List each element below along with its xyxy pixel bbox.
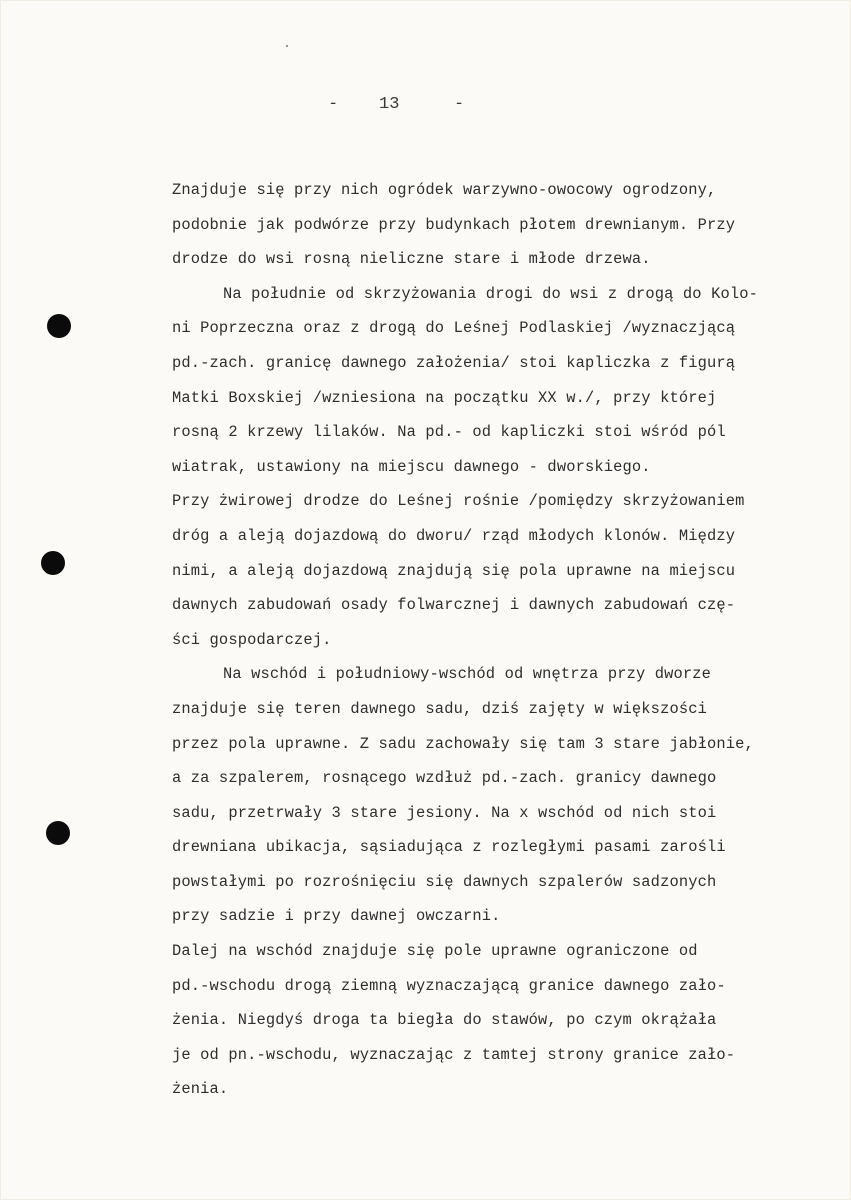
text-line: przy sadzie i przy dawnej owczarni. [172,907,501,926]
text-line: rosną 2 krzewy lilaków. Na pd.- od kapliczki stoi wśród pól [172,423,726,442]
page-header [1,95,851,123]
text-line: drodze do wsi rosną nieliczne stare i młode drzewa. [172,250,651,269]
text-line: przez pola uprawne. Z sadu zachowały się tam 3 stare jabłonie, [172,734,754,753]
text-line: je od pn.-wschodu, wyznaczając z tamtej strony granice zało- [172,1045,736,1064]
text-line: wiatrak, ustawiony na miejscu dawnego - dworskiego. [172,457,651,476]
punch-hole-top [47,314,71,338]
text-line: pd.-zach. granicę dawnego założenia/ stoi kapliczka z figurą [172,353,736,372]
text-line: sadu, przetrwały 3 stare jesiony. Na x wschód od nich stoi [172,803,717,822]
text-line: Matki Boxskiej /wzniesiona na początku XX w./, przy której [172,388,717,407]
header-dash-right: - [454,95,465,114]
text-line: znajduje się teren dawnego sadu, dziś zajęty w większości [172,699,707,718]
text-line: żenia. [172,1080,229,1099]
text-line: a za szpalerem, rosnącego wzdłuż pd.-zach. granicy dawnego [172,769,717,788]
text-line: Przy żwirowej drodze do Leśnej rośnie /pomiędzy skrzyżowaniem [172,492,745,511]
text-line: ni Poprzeczna oraz z drogą do Leśnej Podlaskiej /wyznaczjącą [172,319,736,338]
text-line: Na wschód i południowy-wschód od wnętrza przy dworze [223,665,712,684]
text-line: ści gospodarczej. [172,630,332,649]
page-number: 13 [379,95,400,114]
header-dash-left: - [328,95,339,114]
paper-speck [286,45,288,47]
text-line: podobnie jak podwórze przy budynkach płotem drewnianym. Przy [172,215,736,234]
text-line: Na południe od skrzyżowania drogi do wsi z drogą do Kolo- [223,284,758,303]
text-line: Dalej na wschód znajduje się pole uprawne ograniczone od [172,942,698,961]
text-line: żenia. Niegdyś droga ta biegła do stawów, po czym okrążała [172,1011,717,1030]
text-line: drewniana ubikacja, sąsiadująca z rozległymi pasami zarośli [172,838,726,857]
text-line: Znajduje się przy nich ogródek warzywno-owocowy ogrodzony, [172,181,717,199]
punch-hole-bottom [46,821,70,845]
text-line: dróg a aleją dojazdową do dworu/ rząd młodych klonów. Między [172,526,736,545]
text-line: powstałymi po rozrośnięciu się dawnych szpalerów sadzonych [172,872,717,891]
punch-hole-middle [41,551,65,575]
text-line: nimi, a aleją dojazdową znajdują się pola uprawne na miejscu [172,561,736,580]
text-line: dawnych zabudowań osady folwarcznej i dawnych zabudowań czę- [172,596,736,615]
typewritten-body [172,179,812,1113]
text-line: pd.-wschodu drogą ziemną wyznaczającą granice dawnego zało- [172,976,726,995]
